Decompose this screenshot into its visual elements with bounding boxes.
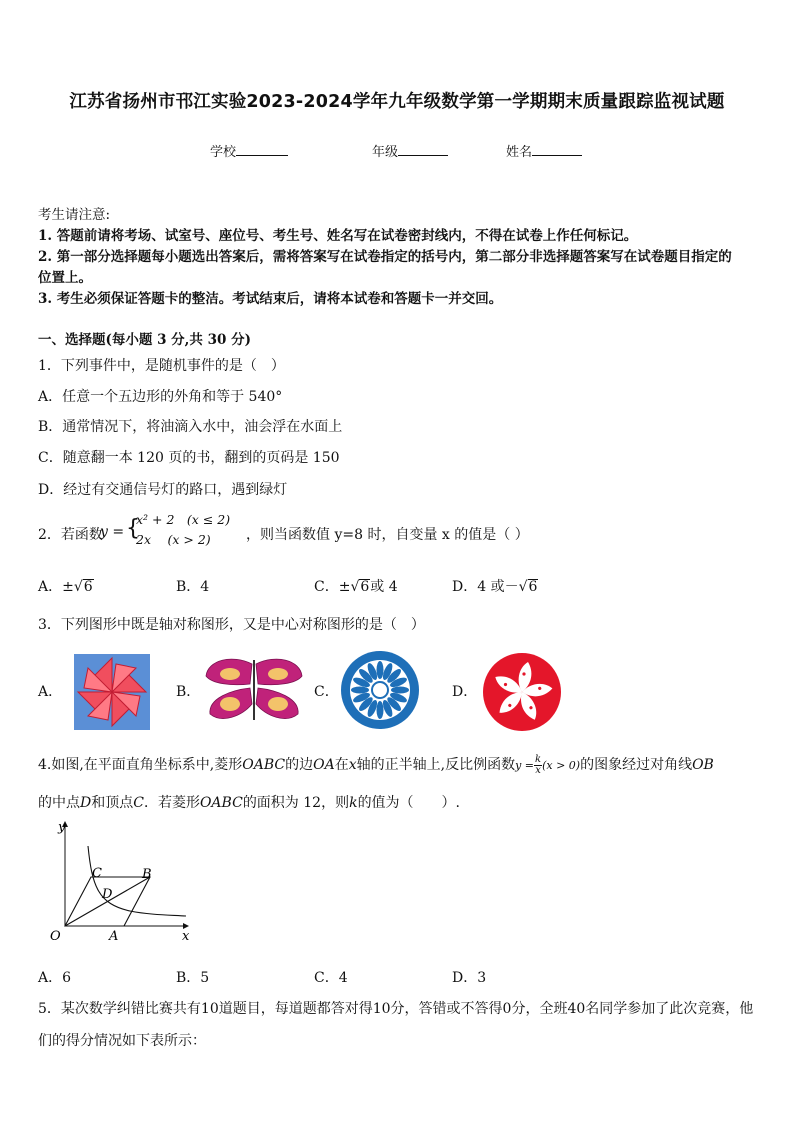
option-c: C．随意翻一本 120 页的书，翻到的页码是 150 [38, 450, 340, 466]
grade-label: 年级 [372, 145, 399, 160]
option-a: A．6 [38, 970, 72, 986]
q4-var: OA [313, 757, 335, 773]
q4-var: OB [692, 757, 714, 773]
option-tail: 或 4 [370, 579, 398, 595]
q2-prefix: 2．若函数 [38, 527, 103, 543]
section-heading: 一、选择题(每小题 3 分,共 30 分) [38, 332, 251, 348]
question-4-line2 [38, 792, 460, 812]
q4-text: 的值为（ ）. [357, 795, 461, 811]
page-title: 江苏省扬州市邗江实验2023-2024学年九年级数学第一学期期末质量跟踪监视试题 [69, 92, 725, 112]
notice-item: 1. 答题前请将考场、试室号、座位号、考生号、姓名写在试卷密封线内，不得在试卷上作任何标记。 [38, 228, 638, 244]
q4-var: D [80, 795, 92, 811]
notice-item: 位置上。 [38, 270, 92, 286]
q2-func: y = [100, 524, 125, 540]
sqrt-arg: 6 [528, 579, 538, 595]
q4-text: 在 [334, 757, 349, 773]
option-a-label: A． [38, 684, 63, 700]
option-d: D．3 [452, 970, 487, 986]
q4-var: OABC [199, 795, 243, 811]
q4-var: (x > 0) [542, 759, 581, 772]
label-d: D [102, 887, 113, 902]
q4-text: 轴的正半轴上,反比例函数 [356, 757, 516, 773]
option-label: A．± [38, 579, 74, 595]
option-b: B．通常情况下，将油滴入水中，油会浮在水面上 [38, 419, 343, 435]
question-stem: 3．下列图形中既是轴对称图形，又是中心对称图形的是（ ） [38, 617, 425, 633]
sqrt-icon: √ [350, 579, 360, 595]
option-label: C．± [314, 579, 351, 595]
label-a: A [109, 929, 119, 944]
q4-text: 的中点 [38, 795, 80, 811]
q4-var: x [348, 757, 357, 773]
sqrt-icon: √ [518, 579, 528, 595]
q4-text: 4.如图,在平面直角坐标系中,菱形 [38, 757, 243, 773]
question-4-line1 [38, 754, 714, 780]
q2-suffix: ，则当函数值 y=8 时，自变量 x 的值是（ ） [246, 527, 529, 543]
q4-var: y = [515, 759, 535, 772]
name-label: 姓名 [506, 145, 533, 160]
butterflies-figure [202, 654, 306, 728]
option-b-label: B． [176, 684, 201, 700]
name-field[interactable] [506, 141, 582, 160]
q4-text: 的面积为 12，则 [242, 795, 350, 811]
q4-var: OABC [242, 757, 286, 773]
option-a: A．任意一个五边形的外角和等于 540° [38, 389, 283, 405]
brace-icon: { [126, 516, 140, 541]
school-field[interactable] [210, 141, 288, 160]
label-x: x [182, 929, 190, 944]
option-d: D．经过有交通信号灯的路口，遇到绿灯 [38, 482, 288, 498]
q2-case1: x² + 2 (x ≤ 2) [136, 512, 231, 527]
label-y: y [58, 820, 66, 835]
option-c [314, 576, 398, 596]
sqrt-arg: 6 [360, 579, 370, 595]
q4-var: C [133, 795, 144, 811]
option-d-label: D． [452, 684, 478, 700]
rhombus-graph [40, 816, 200, 946]
q2-case2: 2x (x > 2) [136, 532, 211, 547]
sqrt-arg: 6 [83, 579, 93, 595]
q4-text: ．若菱形 [143, 795, 200, 811]
notice-heading: 考生请注意: [38, 207, 111, 223]
option-c-label: C． [314, 684, 339, 700]
q4-var: k [349, 795, 358, 811]
question-stem-cont: 们的得分情况如下表所示： [38, 1033, 206, 1049]
option-b: B．5 [176, 970, 210, 986]
pinwheel-figure [74, 654, 150, 730]
bauhinia-figure [482, 652, 562, 732]
option-label: D．4 或－ [452, 579, 519, 595]
fraction: $\frac{k}{x}$ [535, 753, 542, 776]
notice-item: 3. 考生必须保证答题卡的整洁。考试结束后，请将本试卷和答题卡一并交回。 [38, 291, 503, 307]
option-b: B．4 [176, 579, 210, 595]
notice-item: 2. 第一部分选择题每小题选出答案后，需将答案写在试卷指定的括号内，第二部分非选择题答案写在试卷题目指定的 [38, 249, 732, 265]
chrysanthemum-figure [340, 650, 420, 730]
q4-text: 和顶点 [91, 795, 134, 811]
question-stem: 1．下列事件中，是随机事件的是（ ） [38, 358, 285, 374]
label-o: O [50, 929, 61, 944]
q4-text: 的图象经过对角线 [580, 757, 693, 773]
option-c: C．4 [314, 970, 348, 986]
q4-text: 的边 [285, 757, 314, 773]
sqrt-icon: √ [73, 579, 83, 595]
hyperbola-curve [88, 846, 186, 916]
label-b: B [142, 867, 152, 882]
option-a [38, 576, 94, 596]
option-d [452, 576, 538, 596]
grade-field[interactable] [372, 141, 448, 160]
question-stem: 5．某次数学纠错比赛共有10道题目，每道题都答对得10分，答错或不答得0分，全班40名同学参加了此次竞赛，他 [38, 1001, 754, 1017]
label-c: C [92, 866, 102, 881]
school-label: 学校 [210, 145, 237, 160]
